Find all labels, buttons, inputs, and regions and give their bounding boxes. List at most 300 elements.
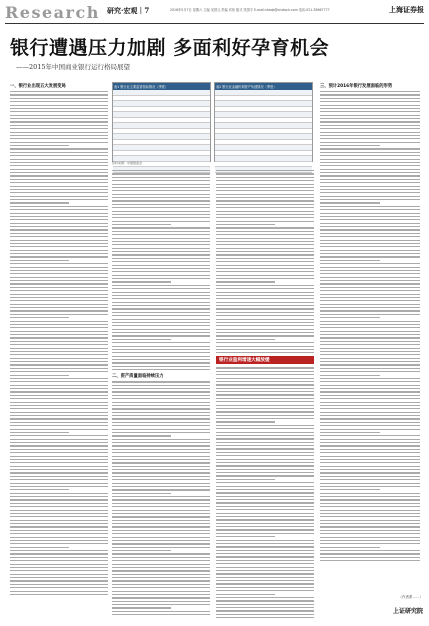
text-line xyxy=(320,547,380,548)
text-line xyxy=(216,339,275,340)
text-line xyxy=(320,270,420,271)
text-line xyxy=(112,200,210,201)
text-line xyxy=(320,216,420,217)
text-line xyxy=(216,227,314,228)
text-line xyxy=(112,459,210,460)
text-line xyxy=(216,482,314,483)
text-line xyxy=(112,224,171,225)
text-line xyxy=(216,285,314,286)
text-line xyxy=(10,520,108,521)
text-line xyxy=(320,385,420,386)
tables-area xyxy=(112,82,312,160)
text-line xyxy=(112,580,210,581)
text-line xyxy=(216,234,314,235)
text-line xyxy=(112,298,210,299)
text-line xyxy=(112,295,210,296)
text-line xyxy=(320,152,420,153)
text-line xyxy=(112,506,210,507)
text-line xyxy=(10,192,108,193)
text-line xyxy=(320,435,420,436)
text-line xyxy=(216,305,314,306)
text-line xyxy=(320,128,420,129)
text-line xyxy=(112,587,210,588)
text-line xyxy=(216,374,314,375)
text-line xyxy=(112,435,171,436)
text-line xyxy=(10,240,108,241)
text-line xyxy=(216,425,314,426)
text-line xyxy=(320,162,420,163)
text-line xyxy=(216,349,314,350)
text-line xyxy=(10,344,108,345)
text-line xyxy=(112,476,210,477)
text-line xyxy=(10,159,108,160)
text-line xyxy=(10,402,108,403)
text-line xyxy=(112,574,210,575)
text-line xyxy=(10,260,69,261)
text-line xyxy=(320,280,420,281)
text-line xyxy=(320,226,420,227)
text-line xyxy=(10,537,108,538)
text-line xyxy=(216,492,314,493)
text-line xyxy=(112,322,210,323)
text-line xyxy=(112,381,210,382)
text-line xyxy=(10,196,108,197)
text-line xyxy=(216,381,314,382)
text-line xyxy=(216,472,314,473)
text-line xyxy=(112,526,210,527)
text-line xyxy=(216,335,314,336)
text-line xyxy=(112,415,210,416)
text-line xyxy=(10,179,108,180)
table-2 xyxy=(214,82,313,162)
text-line xyxy=(320,283,420,284)
table-1-title: 表1 银行业主要监管指标情况（季度） xyxy=(113,83,210,90)
text-line xyxy=(320,341,420,342)
text-line xyxy=(216,583,314,584)
text-line xyxy=(112,231,210,232)
text-line xyxy=(10,108,108,109)
text-line xyxy=(112,402,210,403)
text-line xyxy=(216,462,314,463)
text-line xyxy=(112,469,210,470)
text-line xyxy=(320,476,420,477)
text-line xyxy=(320,192,420,193)
text-line xyxy=(112,359,210,360)
text-line xyxy=(112,177,210,178)
text-line xyxy=(216,207,314,208)
text-line xyxy=(216,570,314,571)
text-line xyxy=(10,577,108,578)
red-section-title: 银行业盈利增速大幅放缓 xyxy=(216,356,314,364)
text-line xyxy=(10,105,108,106)
text-line xyxy=(112,493,171,494)
section-title-3: 三、预计2016年银行发展面临的形势 xyxy=(320,84,393,89)
text-line xyxy=(10,462,108,463)
text-line xyxy=(10,142,108,143)
text-line xyxy=(216,567,314,568)
text-line xyxy=(10,375,69,376)
text-line xyxy=(10,513,108,514)
text-line xyxy=(10,381,108,382)
text-line xyxy=(112,170,210,171)
text-line xyxy=(112,385,210,386)
text-line xyxy=(216,221,314,222)
text-line xyxy=(216,241,314,242)
text-line xyxy=(112,268,210,269)
text-line xyxy=(112,180,210,181)
column-3 xyxy=(216,170,314,620)
section-title-1: 一、银行业出现五大发展变局 xyxy=(10,84,66,89)
text-line xyxy=(216,261,314,262)
text-line xyxy=(112,597,210,598)
text-line xyxy=(216,378,314,379)
section-title-2: 二、资产质量面临持续压力 xyxy=(112,374,164,380)
text-line xyxy=(320,196,420,197)
text-line xyxy=(320,520,420,521)
text-line xyxy=(320,98,420,99)
text-line xyxy=(216,587,314,588)
text-line xyxy=(112,543,210,544)
text-line xyxy=(10,287,108,288)
text-line xyxy=(216,506,314,507)
text-line xyxy=(320,297,420,298)
text-line xyxy=(216,180,314,181)
text-line xyxy=(216,442,314,443)
text-line xyxy=(10,155,108,156)
text-line xyxy=(10,516,108,517)
paper-logo: 上海证券报 xyxy=(389,5,424,14)
text-line xyxy=(10,101,108,102)
text-line xyxy=(10,115,108,116)
text-line xyxy=(216,265,314,266)
text-line xyxy=(112,312,210,313)
text-line xyxy=(216,479,275,480)
text-line xyxy=(216,319,314,320)
text-line xyxy=(112,194,210,195)
text-line xyxy=(10,368,108,369)
text-line xyxy=(216,590,314,591)
text-line xyxy=(320,442,420,443)
text-line xyxy=(10,472,108,473)
text-line xyxy=(10,324,108,325)
text-line xyxy=(10,553,108,554)
text-line xyxy=(10,358,108,359)
text-line xyxy=(112,325,210,326)
text-line xyxy=(10,337,108,338)
text-line xyxy=(112,356,210,357)
text-line xyxy=(320,560,420,561)
text-line xyxy=(216,238,314,239)
text-line xyxy=(112,207,210,208)
text-line xyxy=(320,219,420,220)
text-line xyxy=(112,395,210,396)
text-line xyxy=(10,334,108,335)
text-line xyxy=(320,472,420,473)
text-line xyxy=(320,371,420,372)
text-line xyxy=(216,553,314,554)
text-line xyxy=(112,391,210,392)
text-line xyxy=(10,486,108,487)
text-line xyxy=(112,516,210,517)
text-line xyxy=(216,405,314,406)
text-line xyxy=(112,472,210,473)
text-line xyxy=(216,438,314,439)
text-line xyxy=(216,231,314,232)
text-line xyxy=(216,244,314,245)
text-line xyxy=(216,268,314,269)
text-line xyxy=(112,234,210,235)
text-line xyxy=(320,408,420,409)
text-line xyxy=(216,384,314,385)
text-line xyxy=(112,187,210,188)
text-line xyxy=(112,349,210,350)
text-line xyxy=(320,304,420,305)
text-line xyxy=(320,381,420,382)
text-line xyxy=(320,456,420,457)
text-line xyxy=(320,405,420,406)
text-line xyxy=(216,533,314,534)
text-line xyxy=(216,428,314,429)
text-line xyxy=(10,138,108,139)
text-line xyxy=(10,378,108,379)
text-line xyxy=(10,283,108,284)
text-line xyxy=(112,499,210,500)
text-line xyxy=(10,148,108,149)
text-line xyxy=(10,94,108,95)
text-line xyxy=(216,526,314,527)
text-line xyxy=(216,254,314,255)
text-line xyxy=(216,200,314,201)
text-line xyxy=(216,398,314,399)
text-line xyxy=(216,465,314,466)
text-line xyxy=(216,610,314,611)
text-line xyxy=(10,348,108,349)
text-line xyxy=(112,214,210,215)
text-line xyxy=(10,132,108,133)
text-line xyxy=(320,378,420,379)
text-line xyxy=(216,556,314,557)
text-line xyxy=(320,388,420,389)
text-line xyxy=(112,254,210,255)
text-line xyxy=(216,184,314,185)
text-line xyxy=(320,334,420,335)
text-line xyxy=(112,486,210,487)
footer-logo: 上证研究院 xyxy=(392,608,423,615)
text-line xyxy=(10,229,108,230)
text-line xyxy=(112,439,210,440)
text-line xyxy=(216,560,314,561)
text-line xyxy=(10,442,108,443)
text-line xyxy=(112,197,210,198)
text-line xyxy=(216,607,314,608)
text-line xyxy=(10,263,108,264)
text-line xyxy=(112,412,210,413)
text-line xyxy=(216,614,314,615)
text-line xyxy=(10,479,108,480)
text-line xyxy=(10,267,108,268)
text-line xyxy=(112,238,210,239)
text-line xyxy=(112,547,210,548)
text-line xyxy=(112,408,210,409)
text-line xyxy=(112,607,171,608)
text-line xyxy=(216,197,314,198)
text-line xyxy=(320,425,420,426)
text-line xyxy=(10,543,108,544)
text-line xyxy=(10,547,69,548)
text-line xyxy=(320,530,420,531)
text-line xyxy=(320,540,420,541)
text-line xyxy=(320,344,420,345)
text-line xyxy=(320,236,420,237)
column-2 xyxy=(112,170,210,620)
text-line xyxy=(112,366,210,367)
text-line xyxy=(320,469,420,470)
text-line xyxy=(216,288,314,289)
text-line xyxy=(112,523,210,524)
text-line xyxy=(216,194,314,195)
text-line xyxy=(320,499,420,500)
text-line xyxy=(10,439,108,440)
text-line xyxy=(112,496,210,497)
text-line xyxy=(216,617,314,618)
text-line xyxy=(320,260,380,261)
text-line xyxy=(320,510,420,511)
text-line xyxy=(112,432,210,433)
text-line xyxy=(10,405,108,406)
text-line xyxy=(216,292,314,293)
text-line xyxy=(320,250,420,251)
text-line xyxy=(10,557,108,558)
text-line xyxy=(10,209,108,210)
text-line xyxy=(320,327,420,328)
text-line xyxy=(112,601,210,602)
text-line xyxy=(112,452,210,453)
text-line xyxy=(320,246,420,247)
text-line xyxy=(216,452,314,453)
text-line xyxy=(216,394,314,395)
text-line xyxy=(320,422,420,423)
text-line xyxy=(320,172,420,173)
text-line xyxy=(216,204,314,205)
text-line xyxy=(10,580,108,581)
text-line xyxy=(112,489,210,490)
text-line xyxy=(320,165,420,166)
text-line xyxy=(10,364,108,365)
text-line xyxy=(112,302,210,303)
text-line xyxy=(10,111,108,112)
text-line xyxy=(216,475,314,476)
text-line xyxy=(112,332,210,333)
text-line xyxy=(112,305,210,306)
text-line xyxy=(320,523,420,524)
text-line xyxy=(216,550,314,551)
text-line xyxy=(320,503,420,504)
text-line xyxy=(320,317,380,318)
text-line xyxy=(112,520,210,521)
text-line xyxy=(320,142,420,143)
text-line xyxy=(216,173,314,174)
text-line xyxy=(320,537,420,538)
text-line xyxy=(320,290,420,291)
text-line xyxy=(216,298,314,299)
text-line xyxy=(10,540,108,541)
header-rule xyxy=(5,23,424,24)
text-line xyxy=(320,91,420,92)
text-line xyxy=(10,526,108,527)
text-line xyxy=(216,536,275,537)
text-line xyxy=(320,300,420,301)
text-line xyxy=(320,138,420,139)
text-line xyxy=(216,594,275,595)
text-line xyxy=(320,462,420,463)
text-line xyxy=(10,256,108,257)
text-line xyxy=(320,179,420,180)
text-line xyxy=(112,244,210,245)
text-line xyxy=(216,421,275,422)
text-line xyxy=(10,449,108,450)
text-line xyxy=(320,253,420,254)
text-line xyxy=(320,506,420,507)
text-line xyxy=(10,459,108,460)
text-line xyxy=(10,523,108,524)
text-line xyxy=(320,199,420,200)
text-line xyxy=(216,516,314,517)
text-line xyxy=(216,170,314,171)
table-1 xyxy=(112,82,211,162)
text-line xyxy=(320,439,420,440)
text-line xyxy=(10,560,108,561)
text-line xyxy=(112,533,210,534)
text-line xyxy=(10,587,108,588)
text-line xyxy=(216,214,314,215)
text-line xyxy=(10,398,108,399)
text-line xyxy=(320,496,420,497)
text-line xyxy=(320,432,380,433)
text-line xyxy=(216,308,314,309)
text-line xyxy=(216,408,314,409)
text-line xyxy=(10,435,108,436)
text-line xyxy=(320,287,420,288)
text-line xyxy=(216,325,314,326)
text-line xyxy=(216,540,314,541)
text-line xyxy=(10,250,108,251)
text-line xyxy=(10,321,108,322)
text-line xyxy=(320,526,420,527)
section-name: 研究·宏观｜7 xyxy=(107,6,150,15)
text-line xyxy=(216,489,314,490)
text-line xyxy=(112,483,210,484)
text-line xyxy=(10,145,69,146)
text-line xyxy=(112,292,210,293)
text-line xyxy=(112,346,210,347)
text-line xyxy=(320,449,420,450)
text-line xyxy=(216,509,314,510)
text-line xyxy=(112,211,210,212)
author-note: （作者系……） xyxy=(398,595,423,599)
text-line xyxy=(320,429,420,430)
text-line xyxy=(320,358,420,359)
text-line xyxy=(112,221,210,222)
text-line xyxy=(216,435,314,436)
text-line xyxy=(112,329,210,330)
text-line xyxy=(10,236,108,237)
text-line xyxy=(112,251,210,252)
text-line xyxy=(112,537,210,538)
text-line xyxy=(320,186,420,187)
text-line xyxy=(112,540,210,541)
text-line xyxy=(320,354,420,355)
text-line xyxy=(216,275,314,276)
